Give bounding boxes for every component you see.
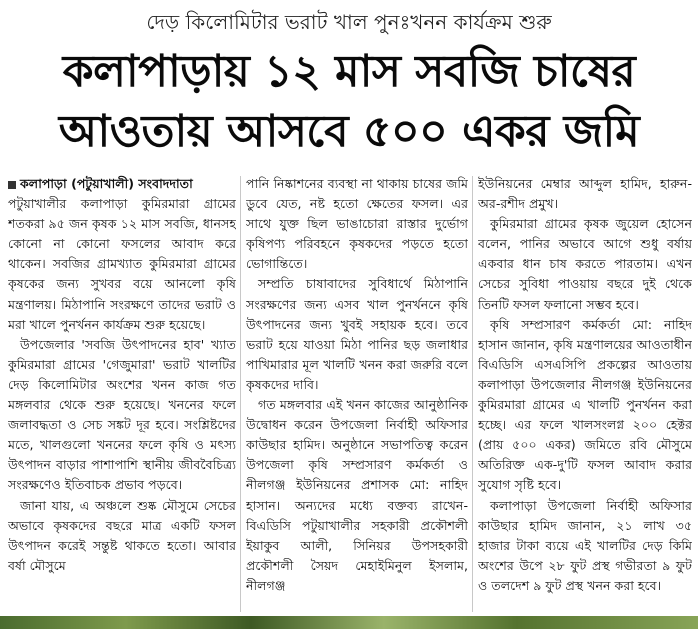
paragraph: জানা যায়, এ অঞ্চলে শুষ্ক মৌসুমে সেচের অভাবে কৃষকদের বছরে মাত্র একটি ফসল উৎপাদন করেই সন্তুষ্ট থাকতে হতো। আবার বর্ষা মৌসুমে <box>8 497 236 573</box>
column-rule-1 <box>240 176 241 612</box>
paragraph: কৃষি সম্প্রসারণ কর্মকর্তা মো: নাহিদ হাসান জানান, কৃষি মন্ত্রণালয়ের আওতাধীন বিএডিসি এসএসিপি প্রকল্পের আওতায় কলাপাড়া উপজেলার নীলগঞ্জ ইউনিয়নের কুমিরমারা গ্রামের এ খালটি পুনর্খনন করা হচ্ছে। এর ফলে খালসংলগ্ন ২০০ হেক্টর (প্রায় ৫০০ একর) জমিতে রবি মৌসুমে অতিরিক্ত এক-দু'টি ফসল আবাদ করার সুযোগ সৃষ্টি হবে। <box>478 316 692 493</box>
headline-line-1: কলাপাড়ায় ১২ মাস সবজি চাষের <box>62 46 636 97</box>
paragraph: পটুয়াখালীর কলাপাড়া কুমিরমারা গ্রামের শতকরা ৯৫ জন কৃষক ১২ মাস সবজি, ধানসহ কোনো না কোনো ফসলের আবাদ করে থাকেন। সবজির গ্রামখ্যাত কুমিরমারা গ্রামের কৃষকের জন্য সুখবর বয়ে আনলো কৃষি মন্ত্রণালয়। মিঠাপানি সংরক্ষণে তাদের ভরাট ও মরা খালে পুনর্খনন কার্যক্রম শুরু হয়েছে। <box>8 196 236 332</box>
paragraph: সম্প্রতি চাষাবাদের সুবিধার্থে মিঠাপানি সংরক্ষণের জন্য এসব খাল পুনর্খননে কৃষি উৎপাদনের জন্য খুবই সহায়ক হবে। তবে ভরাট হয়ে যাওয়া মিঠা পানির ছড় জলাধার পাখিমারার মূল খালটি খনন করা জরুরি বলে কৃষকদের দাবি। <box>246 276 468 392</box>
article-column-1 <box>8 174 236 614</box>
paragraph: ইউনিয়নের মেম্বার আব্দুল হামিদ, হারুন-অর-রশীদ প্রমুখ। <box>478 176 692 212</box>
headline-line-2: আওতায় আসবে ৫০০ একর জমি <box>58 106 640 157</box>
paragraph: গত মঙ্গলবার এই খনন কাজের আনুষ্ঠানিক উদ্বোধন করেন উপজেলা নির্বাহী অফিসার কাউছার হামিদ। অনুষ্ঠানে সভাপতিত্ব করেন উপজেলা কৃষি সম্প্রসারণ কর্মকর্তা ও নীলগঞ্জ ইউনিয়নের প্রশাসক মো: নাহিদ হাসান। অন্যদের মধ্যে বক্তব্য রাখেন- বিএডিসি পটুয়াখালীর সহকারী প্রকৌশলী ইয়াকুব আলী, সিনিয়র উপসহকারী প্রকৌশলী সৈয়দ মেহাইমিনুল ইসলাম, নীলগঞ্জ <box>246 397 468 593</box>
bullet-icon <box>8 181 16 189</box>
article-column-2 <box>246 174 468 614</box>
byline-text: কলাপাড়া (পটুয়াখালী) সংবাদদাতা <box>20 176 193 191</box>
article-column-3 <box>478 174 692 614</box>
column-rule-2 <box>472 176 473 612</box>
paragraph: উপজেলার 'সবজি উৎপাদনের হাব' খ্যাত কুমিরমারা গ্রামের 'গেজুমারা' ভরাট খালটির দেড় কিলোমিটার অংশের খনন কাজ গত মঙ্গলবার থেকে শুরু হয়েছে। খননের ফলে জলাবদ্ধতা ও সেচ সঙ্কট দূর হবে। সংশ্লিষ্টদের মতে, খালগুলো খননের ফলে কৃষি ও মৎস্য উৎপাদন বাড়ার পাশাপাশি স্থানীয় জীববৈচিত্র্য সংরক্ষণেও ইতিবাচক প্রভাব পড়বে। <box>8 336 236 493</box>
article-kicker: দেড় কিলোমিটার ভরাট খাল পুনঃখনন কার্যক্রম শুরু <box>146 10 552 34</box>
byline <box>8 174 236 194</box>
photo-strip <box>0 616 698 629</box>
paragraph: কুমিরমারা গ্রামের কৃষক জুয়েল হোসেন বলেন, পানির অভাবে আগে শুধু বর্ষায় একবার ধান চাষ করতে পারতাম। এখন সেচের সুবিধা পাওয়ায় বছরে দুই থেকে তিনটি ফসল ফলানো সম্ভব হবে। <box>478 216 692 312</box>
paragraph: কলাপাড়া উপজেলা নির্বাহী অফিসার কাউছার হামিদ জানান, ২১ লাখ ৩৫ হাজার টাকা ব্যয়ে এই খালটির দেড় কিমি অংশের উপে ২৮ ফুট প্রস্থ গভীরতা ৯ ফুট ও তলদেশ ৯ ফুট প্রস্থ খনন করা হবে। <box>478 497 692 593</box>
paragraph: পানি নিষ্কাশনের ব্যবস্থা না থাকায় চাষের জমি ডুবে যেত, নষ্ট হতো ক্ষেতের ফসল। এর সাথে যুক্ত ছিল ভাঙাচোরা রাস্তার দুর্ভোগ কৃষিপণ্য পরিবহনে কৃষকদের পড়তে হতো ভোগান্তিতে। <box>246 176 468 272</box>
